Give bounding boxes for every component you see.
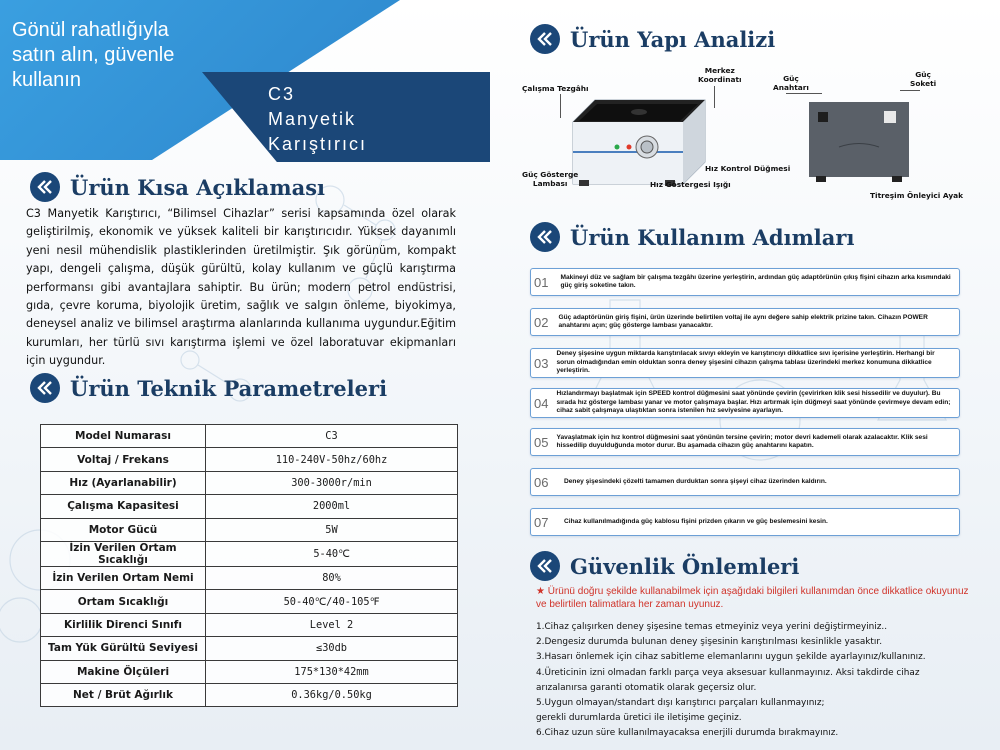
step-number: 02 [534, 314, 549, 330]
list-item [530, 388, 960, 418]
param-key: Kirlilik Direnci Sınıfı [41, 613, 206, 636]
param-key: Motor Gücü [41, 518, 206, 541]
list-item [530, 508, 960, 536]
usage-heading [530, 222, 854, 252]
param-value: 50-40℃/40-105℉ [206, 590, 458, 613]
step-number: 04 [534, 395, 549, 411]
param-key: İzin Verilen Ortam Sıcaklığı [41, 541, 206, 566]
param-value: 175*130*42mm [206, 660, 458, 683]
table-row [41, 683, 458, 706]
params-table [40, 424, 458, 707]
structure-diagram [520, 60, 990, 210]
step-text: Yavaşlatmak için hız kontrol düğmesini saat yönünün tersine çevirin; motor devri kademeli olarak azalacaktır. Klik sesi hissedilip duyulduğunda motor durur. Bu aşamada cihazın güç anahtarını kapatın. [556, 433, 928, 449]
list-item: 4.Üreticinin izni olmadan farklı parça veya aksesuar kullanmayınız. Aksi takdirde cihaz [536, 667, 920, 678]
step-number: 06 [534, 474, 549, 490]
table-row [41, 590, 458, 613]
step-number: 03 [534, 355, 549, 371]
tagline-line-2: satın alın, güvenle [12, 44, 175, 66]
step-number: 01 [534, 274, 549, 290]
step-text: Makineyi düz ve sağlam bir çalışma tezgâhı üzerine yerleştirin, ardından güç adaptörünün çıkış fişini cihazın arka kısmındaki güç giriş soketine takın. [560, 273, 951, 289]
label-power-indicator: Güç Gösterge Lambası [522, 170, 579, 188]
list-item [530, 308, 960, 336]
double-chevron-icon [30, 373, 60, 403]
param-value: 80% [206, 566, 458, 589]
hero-tagline [12, 18, 232, 93]
product-kind: Karıştırıcı [268, 134, 368, 154]
structure-heading [530, 24, 775, 54]
list-item: 5.Uygun olmayan/standart dışı karıştırıcı parçaları kullanmayınız; [536, 698, 825, 709]
double-chevron-icon [530, 222, 560, 252]
param-value: 110-240V-50hz/60hz [206, 448, 458, 471]
param-value: 5-40℃ [206, 541, 458, 566]
stirrer-front-image [565, 92, 710, 192]
step-text: Hızlandırmayı başlatmak için SPEED kontrol düğmesini saat yönünde çevirin (çevirirken klik sesi hissedilir ve duyulur). Bu sırada hız gösterge lambası yanar ve motor çalışmaya başlar. Hızı artırmak için düğmeyi saat yönünde çevirmeye devam edin; cihaz sabit çalışmaya ulaştıktan sonra istenilen hız seviyesine ayarlayın. [556, 390, 951, 415]
param-key: Net / Brüt Ağırlık [41, 683, 206, 706]
table-row [41, 518, 458, 541]
safety-heading [530, 551, 799, 581]
label-power-socket: Güç Soketi [910, 70, 937, 88]
param-value: 0.36kg/0.50kg [206, 683, 458, 706]
table-row [41, 448, 458, 471]
table-row [41, 541, 458, 566]
stirrer-back-image [804, 92, 914, 192]
step-text: Güç adaptörünün giriş fişini, ürün üzerinde belirtilen voltaj ile aynı değere sahip elektrik prizine takın. Cihazın POWER anahtarını açın; güç gösterge lambası yanacaktır. [558, 313, 928, 329]
list-item: arızalanırsa garanti otomatik olarak geçersiz olur. [536, 682, 757, 693]
structure-title: Ürün Yapı Analizi [570, 26, 776, 52]
param-key: Voltaj / Frekans [41, 448, 206, 471]
param-key: Ortam Sıcaklığı [41, 590, 206, 613]
param-value: Level 2 [206, 613, 458, 636]
list-item [530, 428, 960, 456]
leader-line [786, 93, 822, 94]
label-center-coordinate: Merkez Koordinatı [698, 66, 742, 84]
product-model: C3 [268, 84, 296, 104]
step-text: Deney şişesindeki çözelti tamamen durduktan sonra şişeyi cihaz üzerinden kaldırın. [564, 477, 827, 485]
param-value: 300-3000r/min [206, 471, 458, 494]
list-item: 6.Cihaz uzun süre kullanılmayacaksa enerjili durumda bırakmayınız. [536, 728, 839, 739]
table-row [41, 637, 458, 660]
list-item: 1.Cihaz çalışırken deney şişesine temas etmeyiniz veya yerini değiştirmeyiniz.. [536, 622, 888, 632]
table-row [41, 425, 458, 448]
label-speed-indicator: Hız Göstergesi Işığı [650, 180, 731, 189]
step-text: Deney şişesine uygun miktarda karıştırılacak sıvıyı ekleyin ve karıştırıcıyı dikkatlice sıvı içerisine yerleştirin. Herhangi bir sorun olmadığından emin olduktan sonra deney şişesini cihazın çalışma tablası üzerindeki merkez konumuna dikkatlice yerleştirin. [556, 350, 935, 375]
description-title: Ürün Kısa Açıklaması [70, 174, 326, 200]
list-item [530, 268, 960, 296]
product-name [268, 82, 367, 157]
safety-list [536, 620, 986, 742]
safety-title: Güvenlik Önlemleri [570, 553, 800, 579]
param-key: Hız (Ayarlanabilir) [41, 471, 206, 494]
leader-line [560, 94, 561, 118]
usage-title: Ürün Kullanım Adımları [570, 224, 855, 250]
param-value: 2000ml [206, 495, 458, 518]
double-chevron-icon [30, 172, 60, 202]
list-item: 3.Hasarı önlemek için cihaz sabitleme elemanlarını uygun şekilde ayarlayınız/kullanınız. [536, 652, 926, 663]
param-value: ≤30db [206, 637, 458, 660]
step-text: Cihaz kullanılmadığında güç kablosu fişini prizden çıkarın ve güç beslemesini kesin. [564, 517, 828, 525]
safety-intro: ★ Ürünü doğru şekilde kullanabilmek için aşağıdaki bilgileri kullanımdan önce dikkatlice okuyunuz ve belirtilen talimatlara her zaman uyunuz. [536, 586, 969, 610]
table-row [41, 613, 458, 636]
param-key: Çalışma Kapasitesi [41, 495, 206, 518]
step-number: 05 [534, 434, 549, 450]
list-item: 2.Dengesiz durumda bulunan deney şişesinin karıştırılması kesinlikle yasaktır. [536, 637, 883, 648]
table-row [41, 660, 458, 683]
label-anti-vibration-foot: Titreşim Önleyici Ayak [870, 191, 964, 200]
leader-line [900, 90, 920, 91]
leader-line [714, 86, 715, 108]
description-text: C3 Manyetik Karıştırıcı, “Bilimsel Cihazlar” serisi kapsamında özel olarak geliştirilmiş, ekonomik ve yüksek kaliteli bir karıştırıcıdır. Yüksek dayanımlı yeni nesil mühendislik plastiklerinden üretilmiştir. Şık görünüm, kompakt yapı, dengeli çalışma, düşük gürültü, kolay kullanım ve güçlü karıştırma performansı gibi avantajlara sahiptir. Bu ürün; modern petrol endüstrisi, gıda, çevre koruma, biyolojik üretim, sağlık ve salgın önleme, biyokimya, deneysel analiz ve bilimsel araştırma alanlarında kullanıma uygundur.Eğitim kurumları, her türlü sıvı karıştırma işlemi ve özel laboratuvar ekipmanları için uygundur. [26, 207, 456, 368]
step-number: 07 [534, 514, 549, 530]
param-key: İzin Verilen Ortam Nemi [41, 566, 206, 589]
param-key: Makine Ölçüleri [41, 660, 206, 683]
list-item [530, 468, 960, 496]
table-row [41, 471, 458, 494]
param-key: Model Numarası [41, 425, 206, 448]
label-work-table: Çalışma Tezgâhı [522, 84, 589, 93]
product-type: Manyetik [268, 109, 357, 129]
label-speed-knob: Hız Kontrol Düğmesi [705, 164, 791, 173]
table-row [41, 495, 458, 518]
params-heading [30, 373, 387, 403]
param-value: C3 [206, 425, 458, 448]
list-item: gerekli durumlarda üretici ile iletişime geçiniz. [536, 713, 742, 724]
tagline-line-3: kullanın [12, 69, 81, 91]
param-value: 5W [206, 518, 458, 541]
param-key: Tam Yük Gürültü Seviyesi [41, 637, 206, 660]
double-chevron-icon [530, 24, 560, 54]
list-item [530, 348, 960, 378]
table-row [41, 566, 458, 589]
params-title: Ürün Teknik Parametreleri [70, 375, 388, 401]
description-heading [30, 172, 325, 202]
tagline-line-1: Gönül rahatlığıyla [12, 19, 169, 41]
double-chevron-icon [530, 551, 560, 581]
label-power-switch: Güç Anahtarı [773, 74, 809, 92]
